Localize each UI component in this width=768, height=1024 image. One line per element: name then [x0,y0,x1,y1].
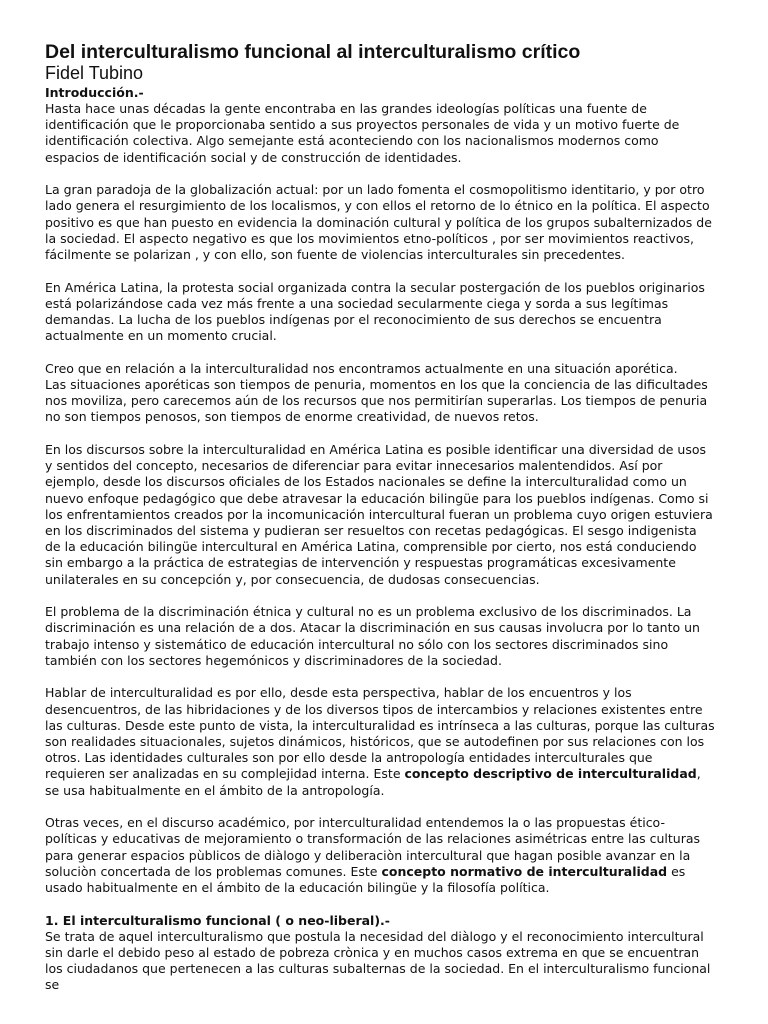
paragraph-8-text-a: Otras veces, en el discurso académico, por interculturalidad entendemos la o las propuestas ético-políticas y educativas de mejoramiento o transformación de las relaciones asimétricas entre las culturas para generar espacios pùblicos de diàlogo y deliberaciòn intercultural que hagan posible avanzar en la soluciòn concertada de los problemas comunes. Este [45,815,701,879]
paragraph-2: La gran paradoja de la globalización actual: por un lado fomenta el cosmopolitismo identitario, y por otro lado genera el resurgimiento de los localismos, y con ellos el retorno de lo étnico en la política. El aspecto positivo es que han puesto en evidencia la dominación cultural y política de los grupos subalternizados de la sociedad. El aspecto negativo es que los movimientos etno-políticos , por ser movimientos reactivos, fácilmente se polarizan , y con ello, son fuente de violencias interculturales sin precedentes. [45,182,712,263]
intro-heading: Introducción.- [45,85,144,100]
section-1-heading: 1. El interculturalismo funcional ( o neo-liberal).- [45,912,390,928]
paragraph-8 [45,815,715,896]
paragraph-3: En América Latina, la protesta social organizada contra la secular postergación de los pueblos originarios está polarizándose cada vez más frente a una sociedad secularmente ciega y sorda a sus legítimas demandas. La lucha de los pueblos indígenas por el reconocimiento de sus derechos se encuentra actualmente en un momento crucial. [45,279,705,344]
paragraph-7-text-b: , se usa habitualmente en el ámbito de la antropología. [45,766,701,798]
paragraph-8-text-b: es usado habitualmente en el ámbito de la educación bilingüe y la filosofía política. [45,863,686,896]
paragraph-6: El problema de la discriminación étnica y cultural no es un problema exclusivo de los discriminados. La discriminación es una relación de a dos. Atacar la discriminación en sus causas involucra por lo tanto un trabajo intenso y sistemático de educación intercultural no sólo con los sectores discriminados sino también con los sectores hegemónicos y discriminadores de la sociedad. [45,604,700,668]
paragraph-7 [45,685,715,798]
paragraph-4a: Creo que en relación a la interculturalidad nos encontramos actualmente en una situación aporética. [45,360,678,376]
paragraph-4b: Las situaciones aporéticas son tiempos de penuria, momentos en los que la conciencia de las dificultades nos moviliza, pero carecemos aún de los recursos que nos permitirían superarlas. Los tiempos de penuria no son tiempos penosos, son tiempos de enorme creatividad, de nuevos retos. [45,377,708,425]
document-title: Del interculturalismo funcional al interculturalismo crítico [45,41,581,63]
document-author: Fidel Tubino [45,63,144,83]
descriptive-concept-term: concepto descriptivo de interculturalidad [404,766,697,782]
paragraph-9: Se trata de aquel interculturalismo que postula la necesidad del diàlogo y el reconocimiento intercultural sin darle el debido peso al estado de pobreza crònica y en muchos casos extrema en que se encuentran los ciudadanos que pertenecen a las culturas subalternas de la sociedad. En el interculturalismo funcional se [45,928,711,993]
paragraph-7-text-a: Hablar de interculturalidad es por ello, desde esta perspectiva, hablar de los encuentros y los desencuentros, de las hibridaciones y de los diversos tipos de intercambios y relaciones existentes entre las culturas. Desde este punto de vista, la interculturalidad es intrínseca a las culturas, porque las culturas son realidades situacionales, sujetos dinámicos, históricos, que se autodefinen por sus relaciones con los otros. Las identidades culturales son por ello desde la antropología entidades interculturales que requieren ser analizadas en su complejidad interna. Este [45,685,715,782]
normative-concept-term: concepto normativo de interculturalidad [381,863,668,879]
paragraph-5: En los discursos sobre la interculturalidad en América Latina es posible identificar una diversidad de usos y sentidos del concepto, necesarios de diferenciar para evitar innecesarios malentendidos. Así por ejemplo, desde los discursos oficiales de los Estados nacionales se define la interculturalidad como un nuevo enfoque pedagógico que debe atravesar la educación bilingüe para los pueblos indígenas. Como si los enfrentamientos creados por la incomunicación intercultural fueran un problema cuyo origen estuviera en los discriminados del sistema y pudieran ser resueltos con recetas pedagógicas. El sesgo indigenista de la educación bilingüe intercultural en América Latina, comprensible por cierto, nos está conduciendo sin embargo a la práctica de estrategias de intervención y respuestas programáticas excesivamente unilaterales en su concepción y, por consecuencia, de dudosas consecuencias. [45,442,713,587]
document-page [45,41,715,993]
paragraph-1: Hasta hace unas décadas la gente encontraba en las grandes ideologías políticas una fuente de identificación que le proporcionaba sentido a sus proyectos personales de vida y un motivo fuerte de identificación colectiva. Algo semejante está aconteciendo con los nacionalismos modernos como espacios de identificación social y de construcción de identidades. [45,101,680,165]
